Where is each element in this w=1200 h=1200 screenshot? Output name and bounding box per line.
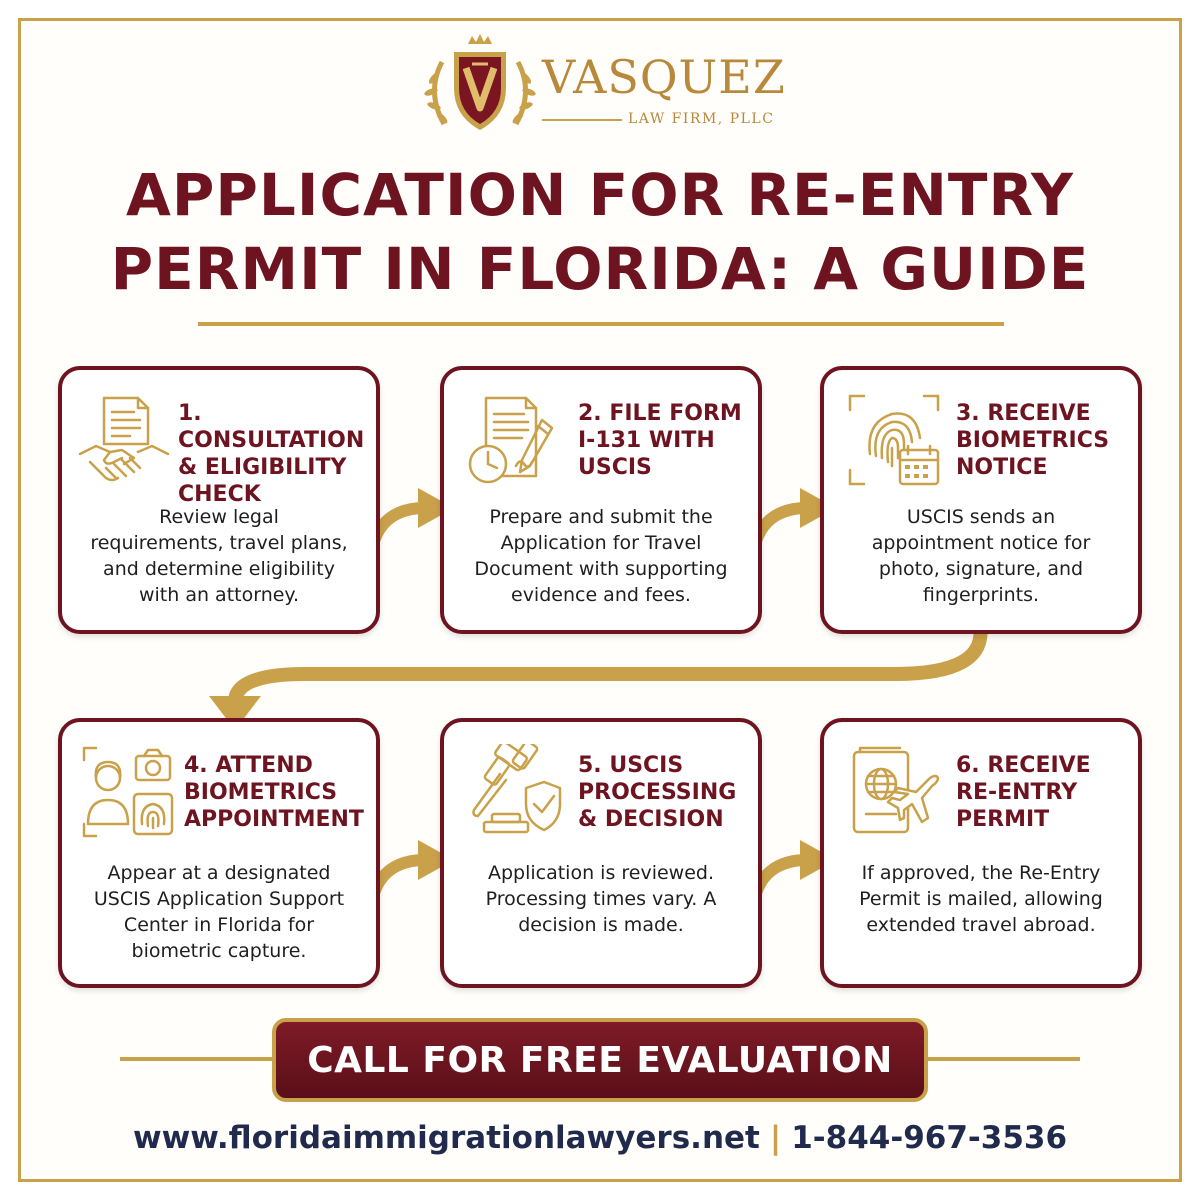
step-card-2 bbox=[440, 366, 762, 634]
arrow-3-to-4 bbox=[195, 618, 995, 734]
step-3-description: USCIS sends an appointment notice for photo, signature, and fingerprints. bbox=[871, 506, 1091, 606]
step-2-description: Prepare and submit the Application for Travel Document with supporting evidence and fees. bbox=[474, 506, 728, 606]
step-6-title: 6. RECEIVE RE-ENTRY PERMIT bbox=[956, 753, 1091, 832]
step-4-description: Appear at a designated USCIS Application Support Center in Florida for biometric capture. bbox=[93, 862, 345, 962]
fingerprint-calendar-icon bbox=[846, 392, 942, 488]
step-2-title: 2. FILE FORM I-131 WITH USCIS bbox=[578, 401, 742, 480]
step-1-title: 1. CONSULTATION & ELIGIBILITY CHECK bbox=[178, 401, 365, 507]
step-card-1 bbox=[58, 366, 380, 634]
step-5-description: Application is reviewed. Processing times vary. A decision is made. bbox=[485, 862, 717, 936]
logo-rule bbox=[542, 119, 622, 121]
handshake-document-icon bbox=[76, 392, 172, 488]
step-card-6 bbox=[820, 718, 1142, 988]
passport-plane-icon bbox=[846, 744, 942, 840]
gavel-shield-icon bbox=[466, 744, 562, 840]
step-1-description: Review legal requirements, travel plans, and determine eligibility with an attorney. bbox=[90, 506, 348, 606]
step-card-3 bbox=[820, 366, 1142, 634]
crest-shield-icon bbox=[420, 32, 540, 142]
step-3-title: 3. RECEIVE BIOMETRICS NOTICE bbox=[956, 401, 1110, 480]
step-6-description: If approved, the Re-Entry Permit is mailed, allowing extended travel abroad. bbox=[859, 862, 1103, 936]
phone-number[interactable]: 1-844-967-3536 bbox=[791, 1120, 1068, 1156]
cta-rule-right bbox=[920, 1057, 1080, 1061]
logo-name: VASQUEZ bbox=[542, 50, 786, 104]
person-camera-fingerprint-icon bbox=[80, 744, 176, 840]
step-card-5 bbox=[440, 718, 762, 988]
website-link[interactable]: www.floridaimmigrationlawyers.net bbox=[132, 1120, 760, 1156]
step-4-title: 4. ATTEND BIOMETRICS APPOINTMENT bbox=[184, 753, 364, 832]
page-title-line-2: PERMIT IN FLORIDA: A GUIDE bbox=[110, 235, 1090, 303]
step-5-title: 5. USCIS PROCESSING & DECISION bbox=[578, 753, 737, 832]
title-divider bbox=[198, 322, 1004, 326]
form-pen-clock-icon bbox=[464, 392, 560, 488]
logo-subtitle: LAW FIRM, PLLC bbox=[628, 111, 775, 127]
firm-logo bbox=[420, 32, 790, 142]
contact-line bbox=[40, 1120, 1160, 1156]
step-card-4 bbox=[58, 718, 380, 988]
contact-separator: | bbox=[769, 1120, 782, 1156]
page-title-line-1: APPLICATION FOR RE-ENTRY bbox=[126, 161, 1074, 229]
cta-rule-left bbox=[120, 1057, 280, 1061]
cta-button[interactable]: CALL FOR FREE EVALUATION bbox=[272, 1018, 928, 1102]
